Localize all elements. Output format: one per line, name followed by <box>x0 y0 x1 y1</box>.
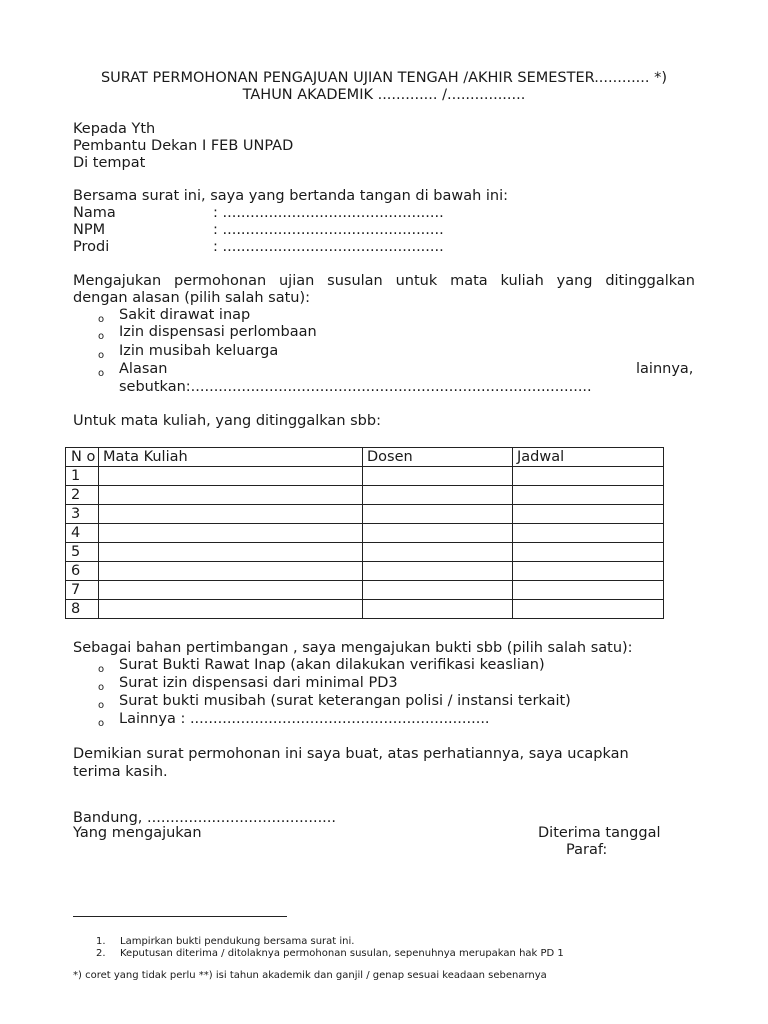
lecturer-cell[interactable] <box>363 581 513 600</box>
lecturer-cell[interactable] <box>363 543 513 562</box>
course-cell[interactable] <box>99 467 363 486</box>
schedule-cell[interactable] <box>513 524 664 543</box>
row-number: 4 <box>66 524 99 543</box>
identity-label-npm: NPM <box>73 222 106 238</box>
evidence-option-other: Lainnya : ................................................................. <box>119 711 490 727</box>
reason-option-other-suffix: lainnya, <box>636 361 694 377</box>
lecturer-cell[interactable] <box>363 505 513 524</box>
table-row <box>66 562 664 581</box>
place-date: Bandung, ......................................... <box>73 810 337 826</box>
row-number: 6 <box>66 562 99 581</box>
reason-option: Izin dispensasi perlombaan <box>119 324 317 340</box>
col-header-no: N o <box>66 448 99 467</box>
reason-option-other: Alasan <box>119 361 168 377</box>
course-cell[interactable] <box>99 524 363 543</box>
bullet-icon: o <box>98 700 105 711</box>
bullet-icon: o <box>98 314 105 325</box>
row-number: 1 <box>66 467 99 486</box>
table-row <box>66 524 664 543</box>
footnote-text: Keputusan diterima / ditolaknya permohonan susulan, sepenuhnya merupakan hak PD 1 <box>120 948 564 959</box>
schedule-cell[interactable] <box>513 505 664 524</box>
reason-option: Sakit dirawat inap <box>119 307 251 323</box>
bullet-icon: o <box>98 682 105 693</box>
col-header-schedule: Jadwal <box>513 448 664 467</box>
reason-other-specify: sebutkan:....................................................................................... <box>119 379 592 395</box>
footnote-note: *) coret yang tidak perlu **) isi tahun akademik dan ganjil / genap sesuai keadaan sebenarnya <box>73 970 547 981</box>
schedule-cell[interactable] <box>513 543 664 562</box>
footnote-number: 2. <box>96 948 106 959</box>
lecturer-cell[interactable] <box>363 486 513 505</box>
row-number: 5 <box>66 543 99 562</box>
evidence-option: Surat izin dispensasi dari minimal PD3 <box>119 675 398 691</box>
addressee-line-1: Kepada Yth <box>73 121 156 137</box>
reason-option: Izin musibah keluarga <box>119 343 279 359</box>
course-cell[interactable] <box>99 505 363 524</box>
identity-value-prodi: : ................................................ <box>213 239 444 255</box>
table-row <box>66 600 664 619</box>
schedule-cell[interactable] <box>513 562 664 581</box>
paraf-label: Paraf: <box>566 842 608 858</box>
academic-year-line: TAHUN AKADEMIK ............. /................. <box>242 87 526 103</box>
table-header-row <box>66 448 664 467</box>
table-row <box>66 543 664 562</box>
lecturer-cell[interactable] <box>363 600 513 619</box>
row-number: 8 <box>66 600 99 619</box>
course-cell[interactable] <box>99 543 363 562</box>
closing-line-1: Demikian surat permohonan ini saya buat, atas perhatiannya, saya ucapkan <box>73 746 629 762</box>
schedule-cell[interactable] <box>513 581 664 600</box>
table-row <box>66 486 664 505</box>
bullet-icon: o <box>98 331 105 342</box>
col-header-course: Mata Kuliah <box>99 448 363 467</box>
schedule-cell[interactable] <box>513 467 664 486</box>
reason-line-2: dengan alasan (pilih salah satu): <box>73 290 310 306</box>
table-row <box>66 505 664 524</box>
lecturer-cell[interactable] <box>363 467 513 486</box>
letter-title: SURAT PERMOHONAN PENGAJUAN UJIAN TENGAH /AKHIR SEMESTER............ *) <box>100 70 668 86</box>
row-number: 3 <box>66 505 99 524</box>
col-header-lecturer: Dosen <box>363 448 513 467</box>
closing-line-2: terima kasih. <box>73 764 168 780</box>
identity-value-name: : ................................................ <box>213 205 444 221</box>
applicant-label: Yang mengajukan <box>73 825 202 841</box>
course-cell[interactable] <box>99 600 363 619</box>
identity-value-npm: : ................................................ <box>213 222 444 238</box>
courses-intro: Untuk mata kuliah, yang ditinggalkan sbb: <box>73 413 381 429</box>
course-cell[interactable] <box>99 486 363 505</box>
identity-label-name: Nama <box>73 205 116 221</box>
intro-text: Bersama surat ini, saya yang bertanda tangan di bawah ini: <box>73 188 509 204</box>
schedule-cell[interactable] <box>513 600 664 619</box>
bullet-icon: o <box>98 718 105 729</box>
bullet-icon: o <box>98 350 105 361</box>
signature-line <box>73 916 287 917</box>
bullet-icon: o <box>98 368 105 379</box>
row-number: 7 <box>66 581 99 600</box>
schedule-cell[interactable] <box>513 486 664 505</box>
footnote-text: Lampirkan bukti pendukung bersama surat ini. <box>120 936 355 947</box>
table-row <box>66 467 664 486</box>
reason-line-1: Mengajukan permohonan ujian susulan untuk mata kuliah yang ditinggalkan <box>73 273 695 289</box>
evidence-option: Surat Bukti Rawat Inap (akan dilakukan verifikasi keaslian) <box>119 657 545 673</box>
bullet-icon: o <box>98 664 105 675</box>
courses-table <box>65 447 664 619</box>
evidence-intro: Sebagai bahan pertimbangan , saya mengajukan bukti sbb (pilih salah satu): <box>73 640 633 656</box>
lecturer-cell[interactable] <box>363 524 513 543</box>
row-number: 2 <box>66 486 99 505</box>
lecturer-cell[interactable] <box>363 562 513 581</box>
identity-label-prodi: Prodi <box>73 239 110 255</box>
evidence-option: Surat bukti musibah (surat keterangan polisi / instansi terkait) <box>119 693 571 709</box>
received-date-label: Diterima tanggal <box>538 825 661 841</box>
table-row <box>66 581 664 600</box>
addressee-line-3: Di tempat <box>73 155 146 171</box>
footnote-number: 1. <box>96 936 106 947</box>
addressee-line-2: Pembantu Dekan I FEB UNPAD <box>73 138 294 154</box>
course-cell[interactable] <box>99 581 363 600</box>
course-cell[interactable] <box>99 562 363 581</box>
